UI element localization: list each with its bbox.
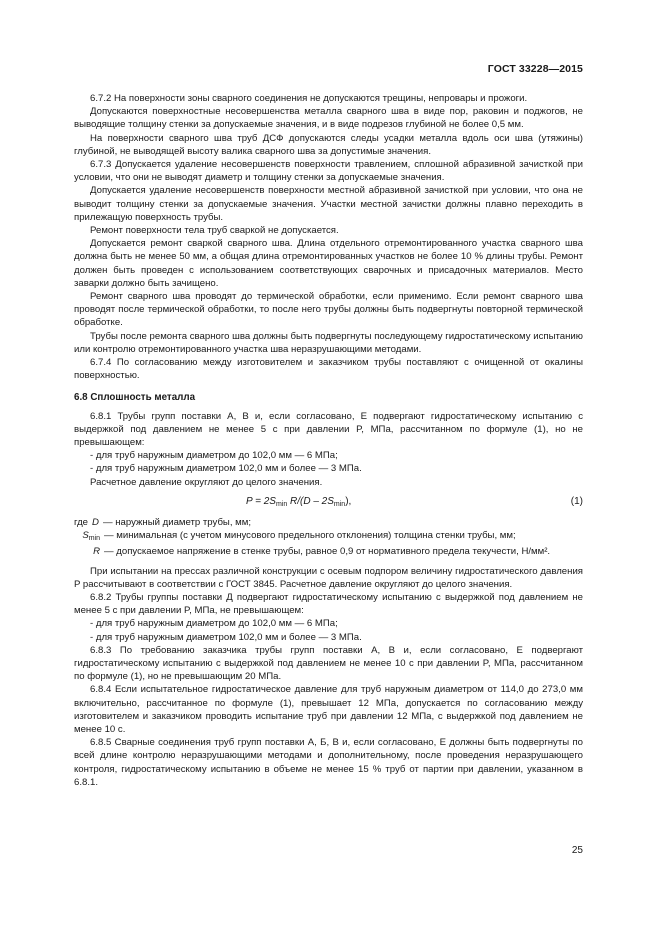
paragraph: 6.8.1 Трубы групп поставки А, В и, если согласовано, Е подвергают гидростатическому испытанию с выдержкой под давлением не менее 5 с при давлении P, МПа, рассчитанном по формуле (1), но не превышающем:: [74, 410, 583, 449]
list-item: - для труб наружным диаметром до 102,0 мм — 6 МПа;: [90, 618, 338, 630]
paragraph: 6.7.3 Допускается удаление несовершенств поверхности травлением, сплошной абразивной зачисткой при условии, что они не выводят диаметр и толщину стенки за допускаемые значения.: [74, 159, 583, 184]
paragraph: 6.8.3 По требованию заказчика трубы групп поставки А, В и, если согласовано, Е подвергают гидростатическому испытанию с выдержкой под давлением не менее 10 с при давлении P, МПа, рассчитанном по формуле (1), но не превышающим 20 МПа.: [74, 644, 583, 683]
paragraph: Допускаются поверхностные несовершенства металла сварного шва в виде пор, раковин и поджогов, не выводящие толщину стенки за допускаемые значения, и в виде подрезов глубиной не более 0,5 мм.: [74, 106, 583, 131]
where-row-s: [74, 529, 583, 545]
paragraph: Ремонт сварного шва проводят до термической обработки, если применимо. Если ремонт сварного шва проводят после термической обработки, то после него трубы должны быть подвергнуты повторной термической обработке.: [74, 291, 583, 329]
paragraph: 6.8.2 Трубы группы поставки Д подвергают гидростатическому испытанию с выдержкой под давлением не менее 5 с при давлении P, МПа, не превышающем:: [74, 591, 583, 617]
paragraph: 6.8.5 Сварные соединения труб групп поставки А, Б, В и, если согласовано, Е должны быть подвергнуты по всей длине контролю неразрушающими методами и дополнительному, после проведения неразрушающего контроля, гидростатическому испытанию в объеме не менее 15 % труб от партии при давлении, указанном в 6.8.1.: [74, 737, 583, 788]
paragraph: 6.7.4 По согласованию между изготовителем и заказчиком трубы поставляют с очищенной от окалины поверхностью.: [74, 357, 583, 382]
list-item: - для труб наружным диаметром 102,0 мм и более — 3 МПа.: [90, 631, 362, 643]
document-header: ГОСТ 33228—2015: [487, 63, 583, 75]
paragraph: Ремонт поверхности тела труб сваркой не допускается.: [90, 225, 339, 237]
paragraph: 6.8.4 Если испытательное гидростатическое давление для труб наружным диаметром от 114,0 до 273,0 мм включительно, рассчитанное по формуле (1), превышает 12 МПа, допускается по согласованию между изготовителем и заказчиком проводить испытание труб при давлении 12 МПа, с выдержкой под давлением не менее 10 с.: [74, 684, 583, 735]
paragraph: Допускается ремонт сваркой сварного шва. Длина отдельного отремонтированного участка сварного шва должна быть не менее 50 мм, а общая длина отремонтированных участков не более 10 % длины трубы. Ремонт должен быть проведен с использованием соответствующих сварочных и присадочных материалов. Место заварки должно быть зачищено.: [74, 238, 583, 289]
formula-block: [74, 492, 583, 512]
paragraph: Допускается удаление несовершенств поверхности местной абразивной зачисткой при условии, что она не выводит толщину стенки за допускаемые значения. Участки местной зачистки должны плавно переходить в прилежащую поверхность трубы.: [74, 185, 583, 223]
page-content: [74, 92, 583, 789]
paragraph: На поверхности сварного шва труб ДСФ допускаются следы усадки металла вдоль оси шва (утяжины) глубиной, не выводящей высоту валика сварного шва за допустимые значения.: [74, 132, 583, 157]
paragraph: При испытании на прессах различной конструкции с осевым подпором величину гидростатического давления P рассчитывают в соответствии с ГОСТ 3845. Расчетное давление округляют до целого значения.: [74, 565, 583, 590]
paragraph: Трубы после ремонта сварного шва должны быть подвергнуты последующему гидростатическому испытанию или контролю отремонтированного участка шва неразрушающими методами.: [74, 330, 583, 355]
section-title: 6.8 Сплошность металла: [74, 392, 196, 404]
where-symbol: $S_{min}$: [82, 530, 100, 543]
where-row-d: [74, 516, 583, 529]
paragraph: Расчетное давление округляют до целого значения.: [90, 476, 323, 488]
where-symbol: R: [93, 546, 100, 558]
paragraph: 6.7.2 На поверхности зоны сварного соединения не допускаются трещины, непровары и прожоги.: [90, 93, 528, 104]
formula: $P = 2S_{min}$ $R/(D - 2S_{min})$,: [246, 495, 352, 508]
where-symbol: D: [92, 516, 99, 528]
list-item: - для труб наружным диаметром 102,0 мм и более — 3 МПа.: [90, 463, 362, 475]
where-intro: где: [74, 516, 89, 528]
where-text: — допускаемое напряжение в стенке трубы, равное 0,9 от нормативного предела текучести, Н/мм².: [104, 546, 551, 558]
where-text: — минимальная (с учетом минусового предельного отклонения) толщина стенки трубы, мм;: [104, 530, 516, 542]
where-row-r: [74, 545, 583, 558]
where-text: — наружный диаметр трубы, мм;: [102, 516, 252, 528]
page-number: 25: [571, 845, 583, 856]
formula-number: (1): [570, 495, 583, 507]
list-item: - для труб наружным диаметром до 102,0 мм — 6 МПа;: [90, 450, 338, 462]
